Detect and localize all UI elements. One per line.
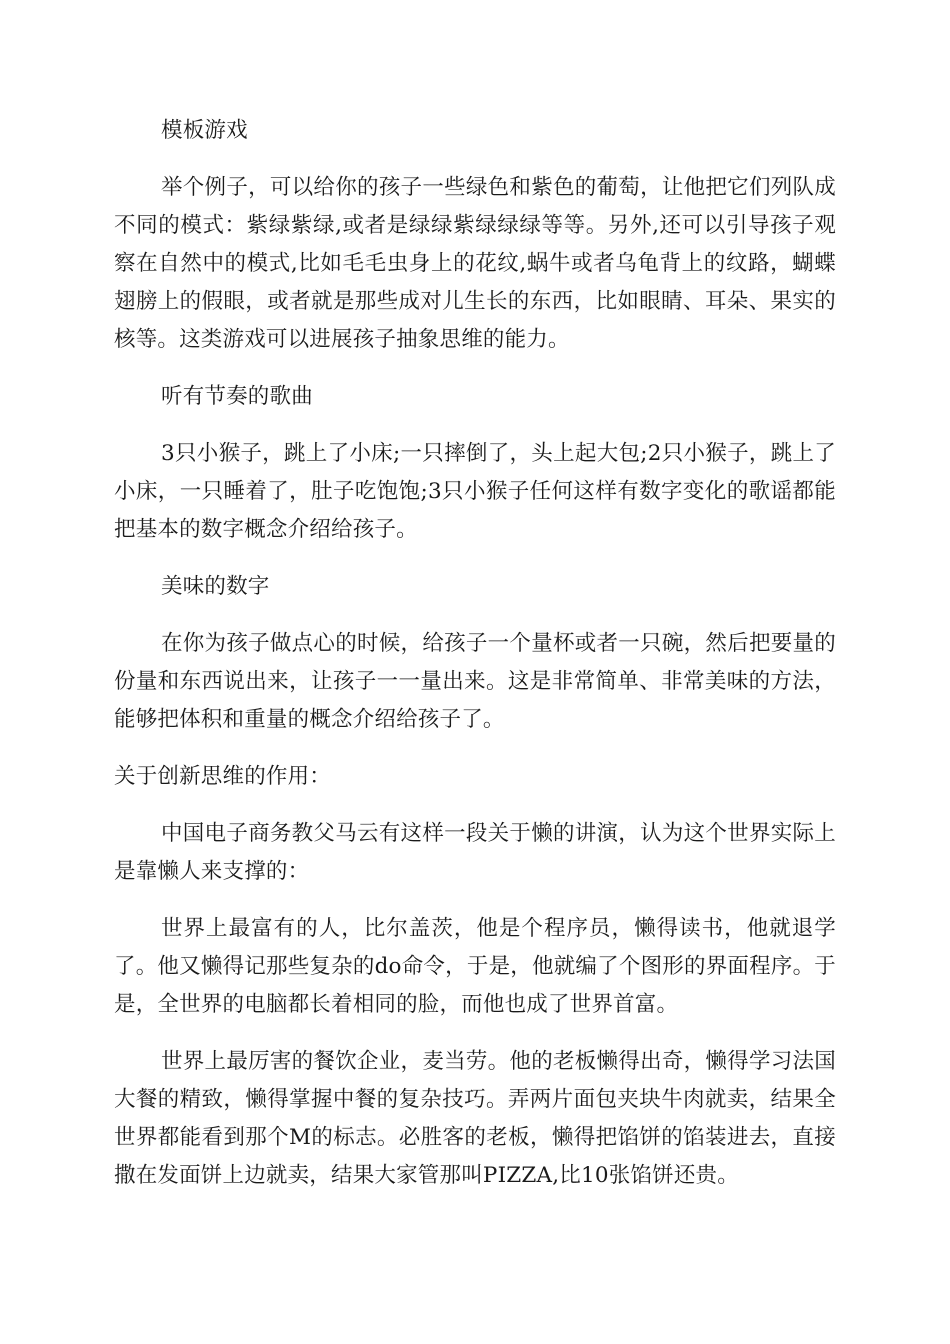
paragraph-bill-gates: 世界上最富有的人，比尔盖茨，他是个程序员，懒得读书，他就退学了。他又懒得记那些复杂的do命令，于是，他就编了个图形的界面程序。于是，全世界的电脑都长着相同的脸，而他也成了世界首富。 (114, 916, 836, 1017)
section-heading-tasty-numbers: 美味的数字 (161, 574, 270, 599)
section-heading-rhythm-songs: 听有节奏的歌曲 (161, 384, 313, 409)
paragraph-tasty-numbers: 在你为孩子做点心的时候，给孩子一个量杯或者一只碗，然后把要量的份量和东西说出来，让孩子一一量出来。这是非常简单、非常美味的方法，能够把体积和重量的概念介绍给孩子了。 (114, 631, 836, 732)
paragraph-rhythm-songs: 3只小猴子，跳上了小床;一只摔倒了，头上起大包;2只小猴子，跳上了小床，一只睡着了，肚子吃饱饱;3只小猴子任何这样有数字变化的歌谣都能把基本的数字概念介绍给孩子。 (114, 441, 836, 542)
section-heading-innovation: 关于创新思维的作用： (114, 764, 332, 789)
paragraph-mayun-intro: 中国电子商务教父马云有这样一段关于懒的讲演，认为这个世界实际上是靠懒人来支撑的： (114, 821, 836, 884)
section-heading-template-game: 模板游戏 (161, 118, 248, 143)
document-body (114, 112, 836, 1195)
paragraph-mcdonalds-pizza: 世界上最厉害的餐饮企业，麦当劳。他的老板懒得出奇，懒得学习法国大餐的精致，懒得掌握中餐的复杂技巧。弄两片面包夹块牛肉就卖，结果全世界都能看到那个M的标志。必胜客的老板，懒得把馅饼的馅装进去，直接撒在发面饼上边就卖，结果大家管那叫PIZZA,比10张馅饼还贵。 (114, 1049, 836, 1188)
paragraph-template-game: 举个例子，可以给你的孩子一些绿色和紫色的葡萄，让他把它们列队成不同的模式：紫绿紫绿,或者是绿绿紫绿绿绿等等。另外,还可以引导孩子观察在自然中的模式,比如毛毛虫身上的花纹,蜗牛或者乌龟背上的纹路，蝴蝶翅膀上的假眼，或者就是那些成对儿生长的东西，比如眼睛、耳朵、果实的核等。这类游戏可以进展孩子抽象思维的能力。 (114, 175, 836, 352)
